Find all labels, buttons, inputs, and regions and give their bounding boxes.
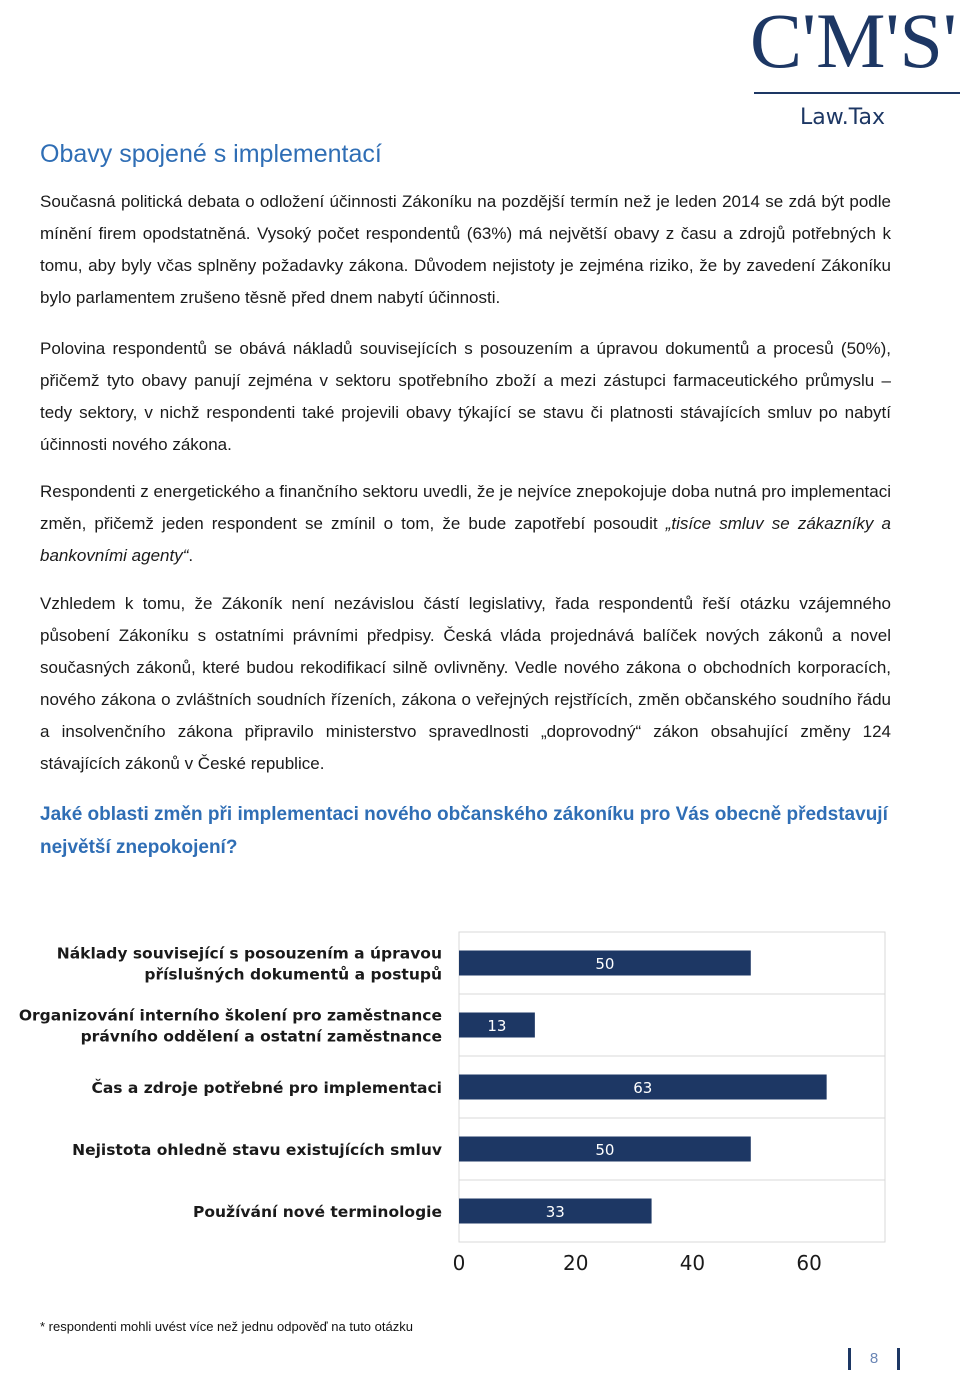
bar-value-label: 13 [487,1017,507,1035]
survey-question: Jaké oblasti změn při implementaci nového občanského zákoníku pro Vás obecně představují největší znepokojení? [40,804,888,858]
paragraph-intro: Současná politická debata o odložení účinnosti Zákoníku na pozdější termín než je leden 2014 se zdá být podle mínění firem opodstatněná. Vysoký počet respondentů (63%) má největší obavy z času a zdrojů potřebných k tomu, aby byly včas splněny požadavky zákona. Důvodem nejistoty je zejména riziko, že by zavedení Zákoníku bylo parlamentem zrušeno těsně před dnem nabytí účinnosti. [40,192,891,307]
category-label: Nejistota ohledně stavu existujících smluv [72,1141,442,1159]
page-number: 8 [848,1348,900,1370]
x-tick-label: 60 [796,1251,822,1275]
logo-tagline: Law.Tax [800,105,886,130]
paragraph-energy [40,476,891,572]
x-tick-label: 20 [562,1251,589,1275]
logo-rule [754,92,960,94]
x-tick-label: 40 [679,1251,706,1275]
logo-brand: C'M'S' [750,0,957,84]
paragraph-energy-text: Respondenti z energetického a finančního sektoru uvedli, že je nejvíce znepokojuje doba nutná pro implementaci změn, přičemž jeden respondent se zmínil o tom, že bude zapotřebí posoudit [40,482,891,533]
paragraph-costs: Polovina respondentů se obává nákladů souvisejících s posouzením a úpravou dokumentů a procesů (50%), přičemž tyto obavy panují zejména v sektoru spotřebního zboží a mezi zástupci farmaceutického průmyslu – tedy sektory, v nichž respondenti také projevili obavy týkající se stavu či platnosti stávajících smluv po nabytí účinnosti nového zákona. [40,339,891,454]
page-title: Obavy spojené s implementací [40,140,382,168]
concerns-bar-chart [0,900,960,1310]
category-label: Náklady související s posouzením a úpravou [56,944,442,963]
x-tick-label: 0 [452,1251,466,1275]
bar-value-label: 50 [595,1141,615,1159]
category-label: právního oddělení a ostatní zaměstnance [80,1027,442,1046]
paragraph-legislation: Vzhledem k tomu, že Zákoník není nezávislou částí legislativy, řada respondentů řeší otázku vzájemného působení Zákoníku s ostatními právními předpisy. Česká vláda projednává balíček nových zákonů a novel současných zákonů, které budou rekodifikací silně ovlivněny. Vedle nového zákona o obchodních korporacích, nového zákona o zvláštních soudních řízeních, zákona o veřejných rejstřících, změn občanského soudního řádu a insolvenčního zákona připravilo ministerstvo spravedlnosti „doprovodný“ zákon obsahující změny 124 stávajících zákonů v České republice. [40,594,891,773]
bar-value-label: 33 [545,1203,565,1221]
category-label: Čas a zdroje potřebné pro implementaci [91,1079,442,1097]
paragraph-energy-end: . [188,546,194,565]
cms-logo [740,0,960,135]
category-label: Organizování interního školení pro zaměstnance [18,1006,442,1025]
bar-value-label: 63 [633,1079,653,1097]
category-label: Používání nové terminologie [193,1203,442,1221]
footnote: * respondenti mohli uvést více než jednu odpověď na tuto otázku [40,1319,413,1334]
paragraph-energy-quote: „tisíce smluv se zákazníky a bankovními agenty“ [40,514,891,565]
category-label: příslušných dokumentů a postupů [144,965,442,984]
bar-value-label: 50 [595,955,615,973]
